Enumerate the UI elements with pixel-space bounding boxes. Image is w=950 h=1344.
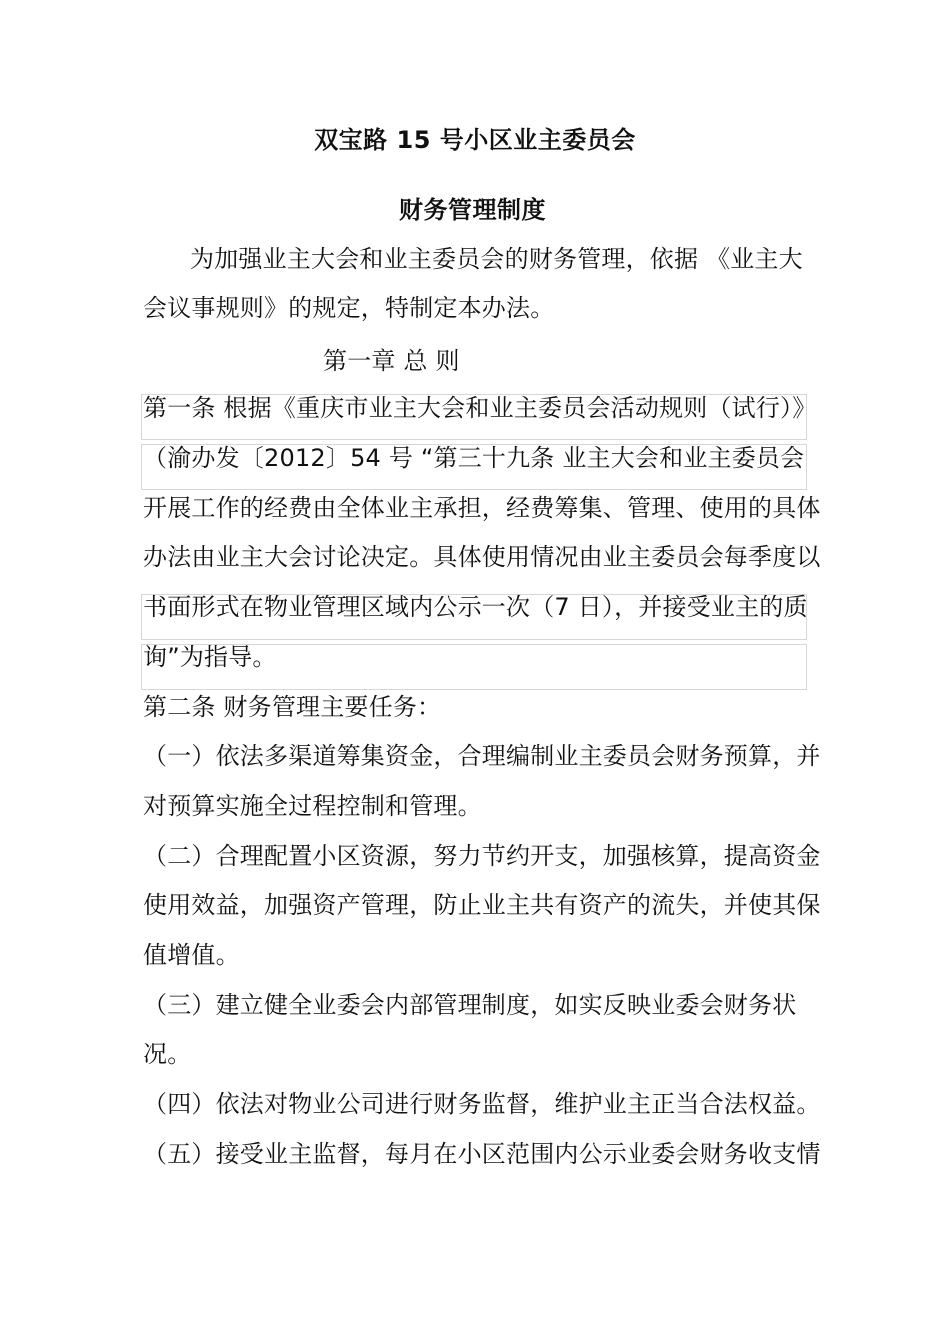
chapter-heading: 第一章 总 则	[323, 347, 460, 375]
article2-line: （五）接受业主监督，每月在小区范围内公示业委会财务收支情	[143, 1140, 821, 1168]
article2-line: 值增值。	[143, 941, 240, 969]
article1-line: 第一条 根据《重庆市业主大会和业主委员会活动规则（试行）》	[143, 394, 817, 422]
article2-line: 况。	[143, 1040, 192, 1068]
document-title: 双宝路 15 号小区业主委员会	[314, 126, 636, 154]
article2-line: 对预算实施全过程控制和管理。	[143, 792, 482, 820]
article1-line: 询”为指导。	[143, 643, 277, 671]
article2-line: （一）依法多渠道筹集资金，合理编制业主委员会财务预算，并	[143, 742, 821, 770]
article2-heading: 第二条 财务管理主要任务：	[143, 693, 442, 721]
article1-line: 书面形式在物业管理区域内公示一次（7 日），并接受业主的质	[143, 593, 808, 621]
article1-line: 办法由业主大会讨论决定。具体使用情况由业主委员会每季度以	[143, 543, 821, 571]
article2-line: （三）建立健全业委会内部管理制度，如实反映业委会财务状	[143, 991, 797, 1019]
article1-line: （渝办发〔2012〕54 号 “第三十九条 业主大会和业主委员会	[143, 444, 805, 472]
intro-line: 会议事规则》的规定，特制定本办法。	[143, 294, 555, 322]
document-subtitle: 财务管理制度	[399, 196, 546, 224]
article2-line: 使用效益，加强资产管理，防止业主共有资产的流失，并使其保	[143, 891, 821, 919]
article1-line: 开展工作的经费由全体业主承担，经费筹集、管理、使用的具体	[143, 494, 821, 522]
article2-line: （二）合理配置小区资源，努力节约开支，加强核算，提高资金	[143, 842, 821, 870]
intro-line: 为加强业主大会和业主委员会的财务管理，依据 《业主大	[190, 245, 803, 273]
article2-line: （四）依法对物业公司进行财务监督，维护业主正当合法权益。	[143, 1090, 821, 1118]
